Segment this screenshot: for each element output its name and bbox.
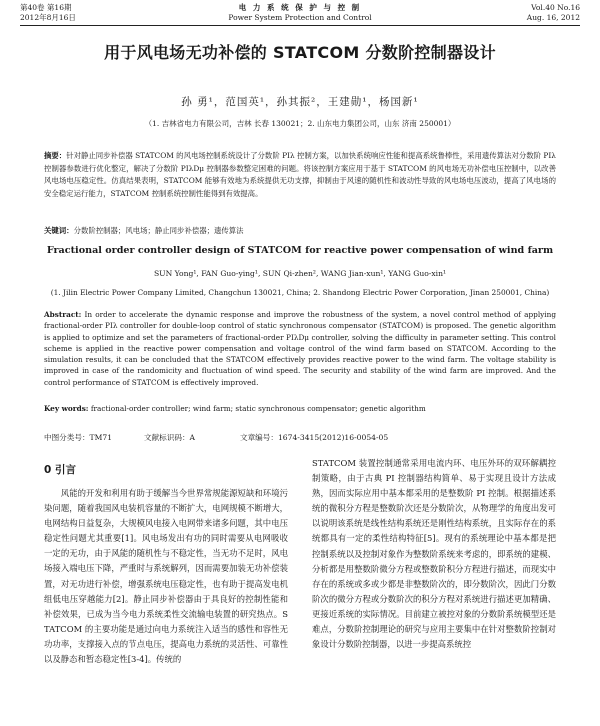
abstract-cn-label: 摘要： [44,151,67,160]
affiliation-cn: （1. 吉林省电力有限公司，吉林 长春 130021；2. 山东电力集团公司，山东 济南 250001） [144,119,456,128]
section-heading-intro: 0 引言 [44,464,76,476]
document-code: 文献标识码：A [144,433,196,442]
keywords-cn-label: 关键词： [44,226,74,235]
authors-en: SUN Yong¹, FAN Guo-ying¹, SUN Qi-zhen², WANG Jian-xun¹, YANG Guo-xin¹ [153,269,447,278]
header-volume-date: 第40卷 第16期 2012年8月16日 [20,3,76,22]
keywords-cn [44,225,556,237]
header-rule [20,25,580,26]
header-volume-en: Vol.40 No.16 Aug. 16, 2012 [526,3,580,22]
keywords-en-text: fractional-order controller; wind farm; static synchronous compensator; genetic algorithm [90,404,426,413]
abstract-en-label: Abstract: [44,310,82,319]
right-column-text: STATCOM 装置控制通常采用电流内环、电压外环的双环解耦控制策略，由于古典 PI 控制器结构简单、易于实现且设计方法成熟，因而实际应用中基本都采用的是整数阶 PI 控制。根据描述系统的微积分方程是整数阶次还是分数阶次，从物理学的角度出发可以说明该系统是线性结构系统还是刚性结构系统，且实际存在的系统都具有一定的柔性结构特征[5]。现有的系统理论中基本都是把控制系统以及控制对象作为整数阶系统来考虑的，即系统的建模、分析都是用整数阶微分方程或整数阶积分方程进行描述，而现实中存在的系统或多或少都是非整数阶次的，即分数阶次，因此门分数阶次的微分方程或分数阶次的积分方程对系统进行描述更加精确、更接近系统的实际情况。目前建立被控对象的分数阶系统模型还是难点，分数阶控制理论的研究与应用主要集中在针对整数阶控制对象设计分数阶控制器，以进一步提高系统控 [312,458,556,650]
affiliation-en: (1. Jilin Electric Power Company Limited, Changchun 130021, China; 2. Shandong Electric Power Corporation, Jinan 250001, China) [50,288,550,297]
abstract-cn-text: 针对静止同步补偿器 STATCOM 的风电场控制系统设计了分数阶 PIλ 控制方案，以加快系统响应性能和提高系统鲁棒性，采用遗传算法对分数阶 PIλ 控制器参数进行优化整定，解决了分数阶 PIλDμ 控制器参数整定困难的问题。将该控制方案应用于基于 STATCOM 的风电场无功补偿电压控制中，以改善风电场电压稳定性。仿真结果表明，STATCOM 能够有效地为系统提供无功支撑，抑制由于风速的随机性和波动性导致的风电场电压波动，提高了风电场的安全稳定运行能力，STATCOM 控制系统控制性能得到有效提高。 [44,151,556,198]
article-number: 文章编号：1674-3415(2012)16-0054-05 [240,433,389,442]
keywords-en [44,403,556,414]
abstract-cn [44,150,556,200]
keywords-en-label: Key words: [44,404,89,413]
abstract-en [44,309,556,388]
title-cn: 用于风电场无功补偿的 STATCOM 分数阶控制器设计 [104,43,496,62]
authors-cn: 孙 勇¹，范国英¹，孙其振²，王建勋¹，杨国新¹ [181,96,419,108]
keywords-cn-text: 分数阶控制器；风电场；静止同步补偿器；遗传算法 [73,226,244,235]
abstract-en-text: In order to accelerate the dynamic response and improve the robustness of the system, a novel control method of applying fractional-order PIλ controller for double-loop control of static synchronous compensator (STATCOM) is proposed. The genetic algorithm is applied to optimize and set the parameters of fractional-order PIλDμ controller, solving the difficulty in parameter setting. This control scheme is applied in the reactive power compensation and voltage control of the wind farm based on STATCOM. According to the simulation results, it can be concluded that the STATCOM effectively provides reactive power to the wind farm. The voltage stability is improved in case of the randomicity and fluctuation of wind speed. The security and stability of the wind farm are improved. And the control performance of STATCOM is effectively improved. [44,310,556,387]
body-column-left [44,486,288,726]
header-journal [20,3,580,23]
running-header [20,3,580,25]
journal-name-en: Power System Protection and Control [228,13,372,22]
journal-name-cn: 电 力 系 统 保 护 与 控 制 [238,3,362,12]
clc-number: 中图分类号：TM71 [44,433,113,442]
title-en: Fractional order controller design of STATCOM for reactive power compensation of wind farm [46,245,554,256]
intro-paragraph: 风能的开发和利用有助于缓解当今世界常规能源短缺和环境污染问题，随着我国风电装机容量的不断扩大，电网规模不断增大，电网结构日益复杂，大规模风电接入电网带来诸多问题，其中电压稳定性问题尤其重要[1]。风电场发出有功的同时需要从电网吸收一定的无功，由于风能的随机性与不稳定性，当无功不足时，风电场接入端电压下降，严重时与系统解列，因而需要加装无功补偿装置，对无功进行补偿，增强系统电压稳定性，也有助于提高发电机组低电压穿越能力[2]。静止同步补偿器由于具良好的控制性能和补偿效果，已成为当今电力系统柔性交流输电装置的研究热点。STATCOM 的主要功能是通过向电力系统注入适当的感性和容性无功功率，支撑接入点的节点电压，提高电力系统的灵活性、可靠性以及静态和暂态稳定性[3-4]。传统的 [44,488,288,665]
body-column-right [312,456,556,726]
